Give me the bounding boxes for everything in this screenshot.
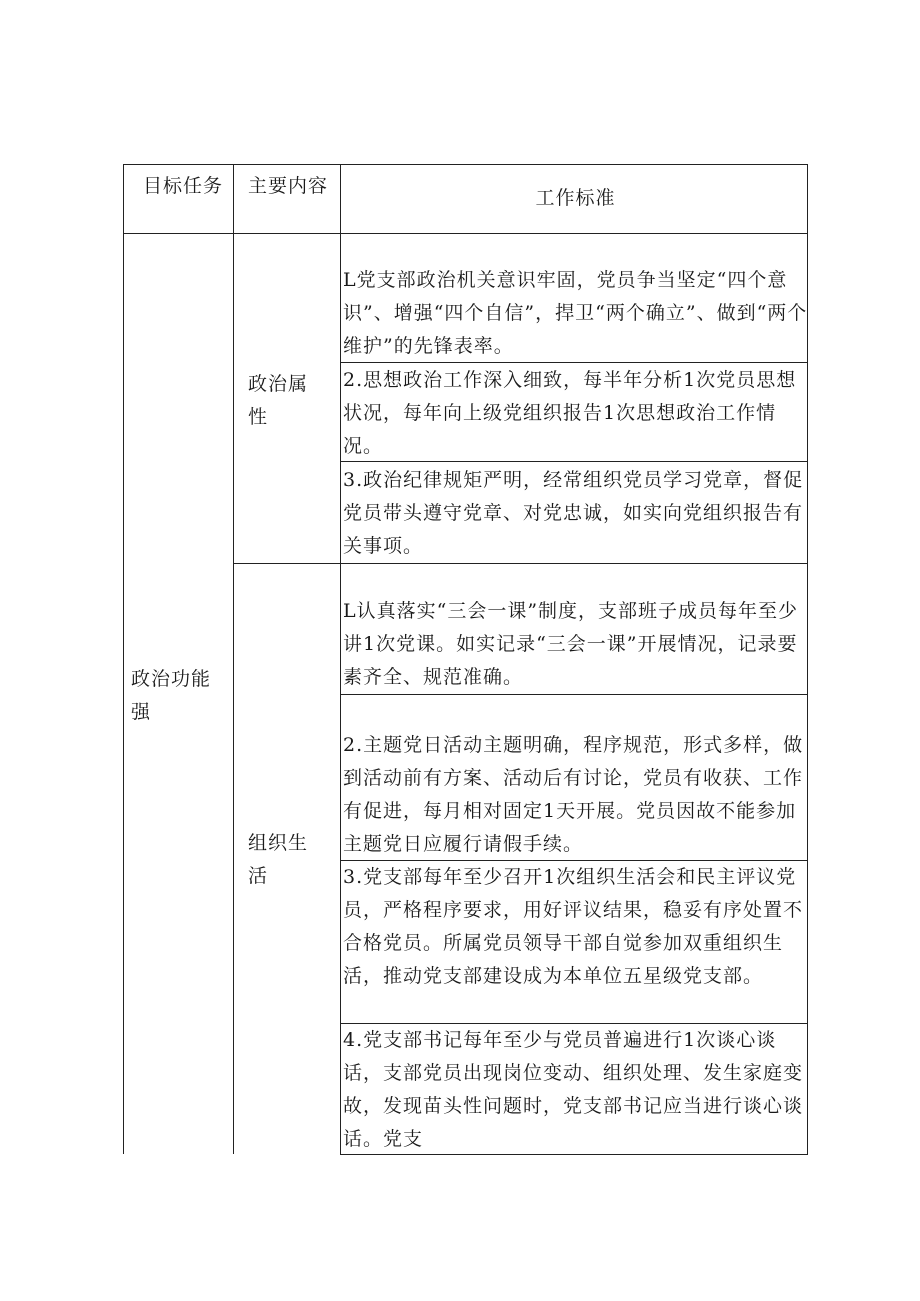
- standard-item: 2.思想政治工作深入细致，每半年分析1次党员思想状况，每年向上级党组织报告1次思想政治工作情况。: [343, 369, 797, 457]
- column-divider: [233, 164, 234, 1154]
- group-divider: [233, 563, 808, 564]
- header-bottom-border: [123, 233, 808, 234]
- table-left-border: [123, 164, 124, 1154]
- standard-item: 3.党支部每年至少召开1次组织生活会和民主评议党员，严格程序要求，用好评议结果，稳妥有序处置不合格党员。所属党员领导干部自觉参加双重组织生活，推动党支部建设成为本单位五星级党支部。: [343, 866, 804, 987]
- target-task-cell: 政治功能强: [131, 668, 212, 723]
- standard-item: 2.主题党日活动主题明确，程序规范，形式多样，做到活动前有方案、活动后有讨论，党员有收获、工作有促进，每月相对固定1天开展。党员因故不能参加主题党日应履行请假手续。: [343, 734, 804, 855]
- column-divider: [340, 164, 341, 1154]
- row-divider: [340, 694, 808, 695]
- standard-item: 4.党支部书记每年至少与党员普遍进行1次谈心谈话，支部党员出现岗位变动、组织处理、发生家庭变故，发现苗头性问题时，党支部书记应当进行谈心谈话。党支: [343, 1029, 804, 1150]
- standard-item: 3.政治纪律规矩严明，经常组织党员学习党章，督促党员带头遵守党章、对党忠诚，如实向党组织报告有关事项。: [343, 469, 804, 557]
- content-cell-political-attribute: 政治属性: [248, 373, 309, 428]
- standard-item: L认真落实“三会一课”制度，支部班子成员每年至少讲1次党课。如实记录“三会一课”开展情况，记录要素齐全、规范准确。: [343, 600, 799, 688]
- standard-item: L党支部政治机关意识牢固，党员争当坚定“四个意识”、增强“四个自信”，捍卫“两个确立”、做到“两个维护”的先锋表率。: [343, 269, 808, 357]
- header-work-standard: 工作标准: [535, 187, 616, 209]
- table-top-border: [123, 164, 808, 165]
- content-cell-organization-life: 组织生活: [248, 832, 309, 887]
- header-target-task: 目标任务: [143, 175, 224, 197]
- header-main-content: 主要内容: [248, 175, 329, 197]
